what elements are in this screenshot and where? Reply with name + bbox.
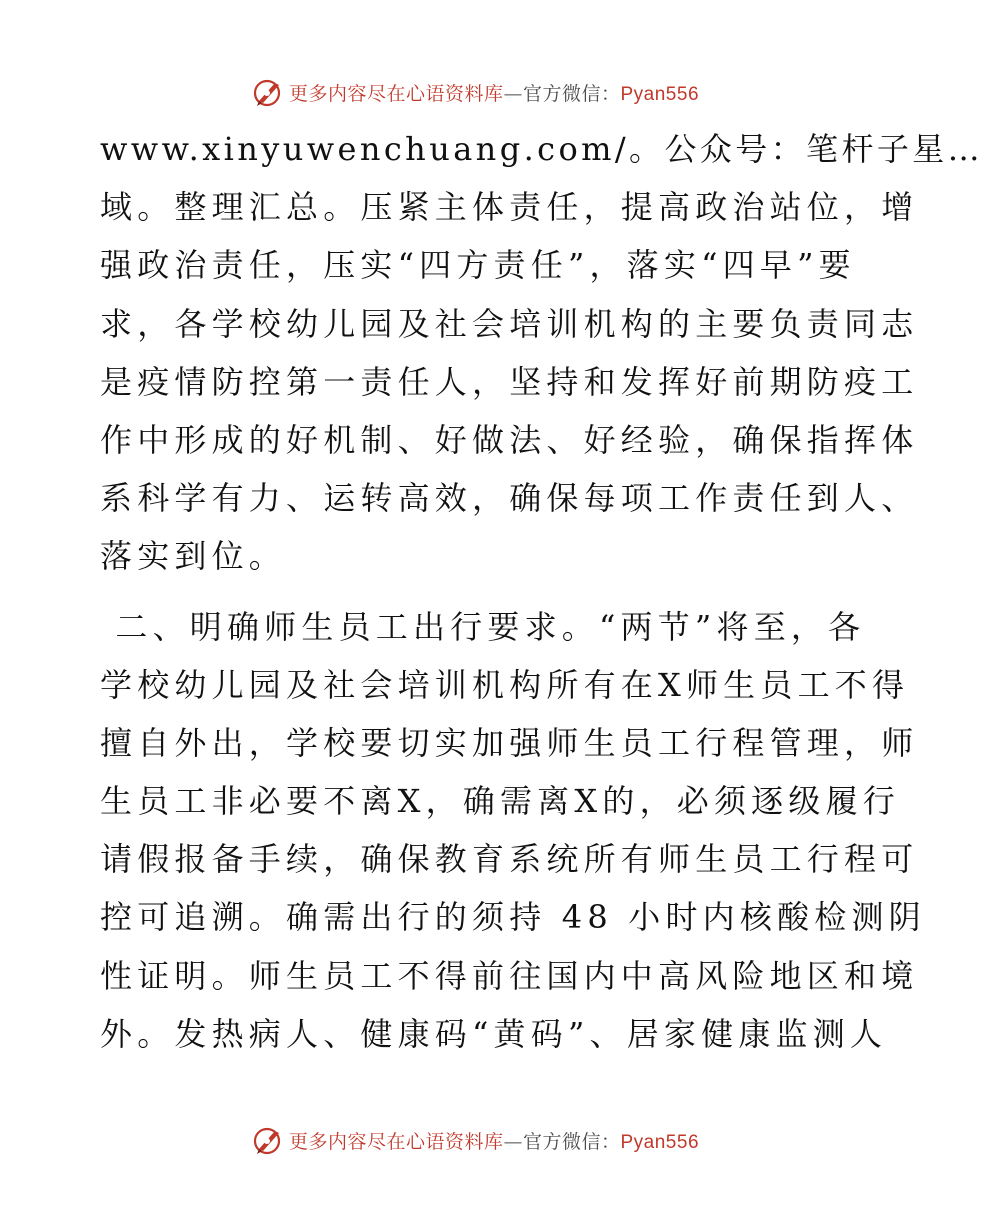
pen-logo-icon [251, 75, 285, 109]
text-line: 作中形成的好机制、好做法、好经验，确保指挥体 [100, 420, 919, 459]
text-line: 系科学有力、运转高效，确保每项工作责任到人、 [100, 479, 919, 518]
banner-site-name: 更多内容尽在心语资料库 [288, 82, 504, 105]
text-line: 域。整理汇总。压紧主体责任，提高政治站位，增 [100, 188, 919, 227]
banner-separator: — [503, 82, 523, 105]
paragraph-gap [100, 586, 860, 598]
text-line: 落实到位。 [100, 537, 287, 576]
banner-wechat-label: 官方微信： [522, 82, 621, 105]
paragraph-1 [100, 120, 983, 586]
text-line: 学校幼儿园及社会培训机构所有在X师生员工不得 [100, 665, 910, 704]
banner-wechat-id: Pyan556 [620, 1131, 700, 1153]
text-line: 是疫情防控第一责任人，坚持和发挥好前期防疫工 [100, 362, 919, 401]
text-line: 求，各学校幼儿园及社会培训机构的主要负责同志 [100, 304, 919, 343]
banner-site-name: 更多内容尽在心语资料库 [288, 1130, 504, 1153]
text-line: 二、明确师生员工出行要求。“两节”将至，各 [100, 607, 866, 646]
text-line: 擅自外出，学校要切实加强师生员工行程管理，师 [100, 723, 919, 762]
header-banner [0, 72, 950, 112]
banner-text [289, 79, 699, 106]
pen-logo-icon [251, 1123, 285, 1157]
footer-banner [0, 1120, 950, 1160]
banner-wechat-id: Pyan556 [620, 83, 700, 105]
text-line: 性证明。师生员工不得前往国内中高风险地区和境 [100, 956, 919, 995]
text-line: 外。发热病人、健康码“黄码”、居家健康监测人 [100, 1014, 888, 1053]
document-body [100, 120, 983, 1063]
text-line: 生员工非必要不离X，确需离X的，必须逐级履行 [100, 782, 900, 821]
banner-separator: — [503, 1130, 523, 1153]
banner-wechat-label: 官方微信： [522, 1130, 621, 1153]
banner-text [289, 1127, 699, 1154]
paragraph-2 [100, 598, 926, 1064]
text-line: 强政治责任，压实“四方责任”，落实“四早”要 [100, 246, 856, 285]
text-line: 请假报备手续，确保教育系统所有师生员工行程可 [100, 840, 919, 879]
text-line: www.xinyuwenchuang.com/。公众号：笔杆子星… [100, 130, 983, 168]
text-line: 控可追溯。确需出行的须持 48 小时内核酸检测阴 [100, 898, 926, 937]
